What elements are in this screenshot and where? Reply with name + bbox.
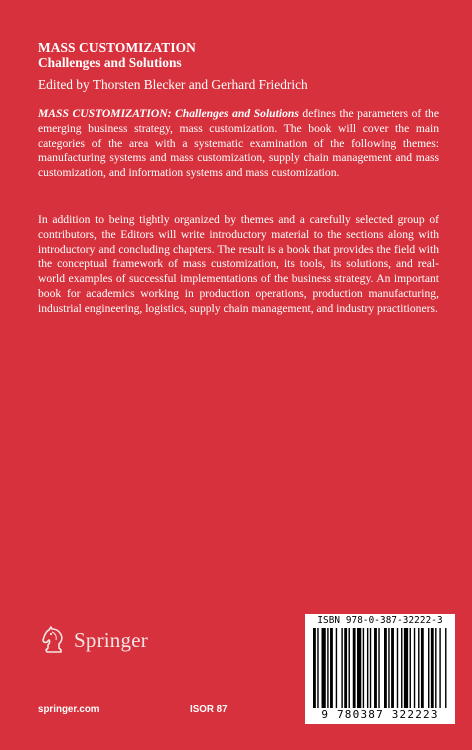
barcode-bar bbox=[418, 628, 419, 708]
springer-wordmark: Springer bbox=[74, 627, 148, 652]
isbn-barcode bbox=[305, 614, 455, 724]
barcode-bar bbox=[327, 628, 328, 708]
isbn-label: ISBN 978-0-387-32222-3 bbox=[317, 615, 443, 626]
barcode-bar bbox=[439, 628, 440, 708]
barcode-bar bbox=[410, 628, 411, 708]
barcode-bar bbox=[431, 628, 434, 708]
barcode-bar bbox=[384, 628, 387, 708]
springer-logo bbox=[38, 624, 148, 656]
barcode-bar bbox=[435, 628, 436, 708]
title-block bbox=[38, 40, 438, 93]
barcode-bar bbox=[344, 628, 347, 708]
description-paragraph-2: In addition to being tightly organized by themes and a carefully selected group of contributors, the Editors will write introductory material to the sections along with introductory and concluding chapters. The result is a book that provides the field with the conceptual framework of mass customization, its tools, its solutions, and real-world examples of successful implementations of the business strategy. An important book for academics working in production operations, production manufacturing, industrial engineering, logistics, supply chain management, and industry practitioners. bbox=[38, 213, 439, 315]
series-code: ISOR 87 bbox=[190, 704, 228, 715]
barcode-bar bbox=[363, 628, 364, 708]
barcode-bar bbox=[445, 628, 446, 708]
barcode-bar bbox=[397, 628, 398, 708]
description-paragraph-1 bbox=[38, 107, 439, 181]
barcode-bar bbox=[388, 628, 389, 708]
barcode-bar bbox=[357, 628, 361, 708]
barcode-bar bbox=[414, 628, 415, 708]
barcode-bars bbox=[311, 628, 449, 710]
barcode-bar bbox=[317, 628, 318, 708]
barcode-bar bbox=[404, 628, 408, 708]
barcode-bar bbox=[421, 628, 424, 708]
springer-chess-knight-icon bbox=[38, 624, 70, 656]
description-text-1: defines the parameters of the emerging business strategy, mass customization. The book will cover the main categories of the area with a systematic examination of the following themes: manufacturing systems and mass customization, supply chain management and mass customization, and information systems and mass customization. bbox=[38, 107, 439, 180]
barcode-bar bbox=[428, 628, 429, 708]
barcode-bar bbox=[336, 628, 337, 708]
barcode-bar bbox=[330, 628, 333, 708]
barcode-bar bbox=[367, 628, 368, 708]
ean-digits: 9 780387 322223 bbox=[321, 708, 439, 721]
barcode-bar bbox=[374, 628, 377, 708]
barcode-bar bbox=[378, 628, 379, 708]
barcode-bar bbox=[349, 628, 350, 708]
description-lead: MASS CUSTOMIZATION: Challenges and Solutions bbox=[38, 107, 299, 120]
editors-line: Edited by Thorsten Blecker and Gerhard Friedrich bbox=[38, 77, 308, 92]
book-subtitle: Challenges and Solutions bbox=[38, 55, 182, 70]
barcode-bar bbox=[370, 628, 371, 708]
barcode-bar bbox=[353, 628, 356, 708]
publisher-url: springer.com bbox=[38, 704, 100, 715]
barcode-bar bbox=[313, 628, 316, 708]
book-title: MASS CUSTOMIZATION bbox=[38, 40, 196, 55]
barcode-bar bbox=[322, 628, 326, 708]
barcode-bar bbox=[391, 628, 394, 708]
barcode-bar bbox=[341, 628, 342, 708]
barcode-bar bbox=[401, 628, 402, 708]
